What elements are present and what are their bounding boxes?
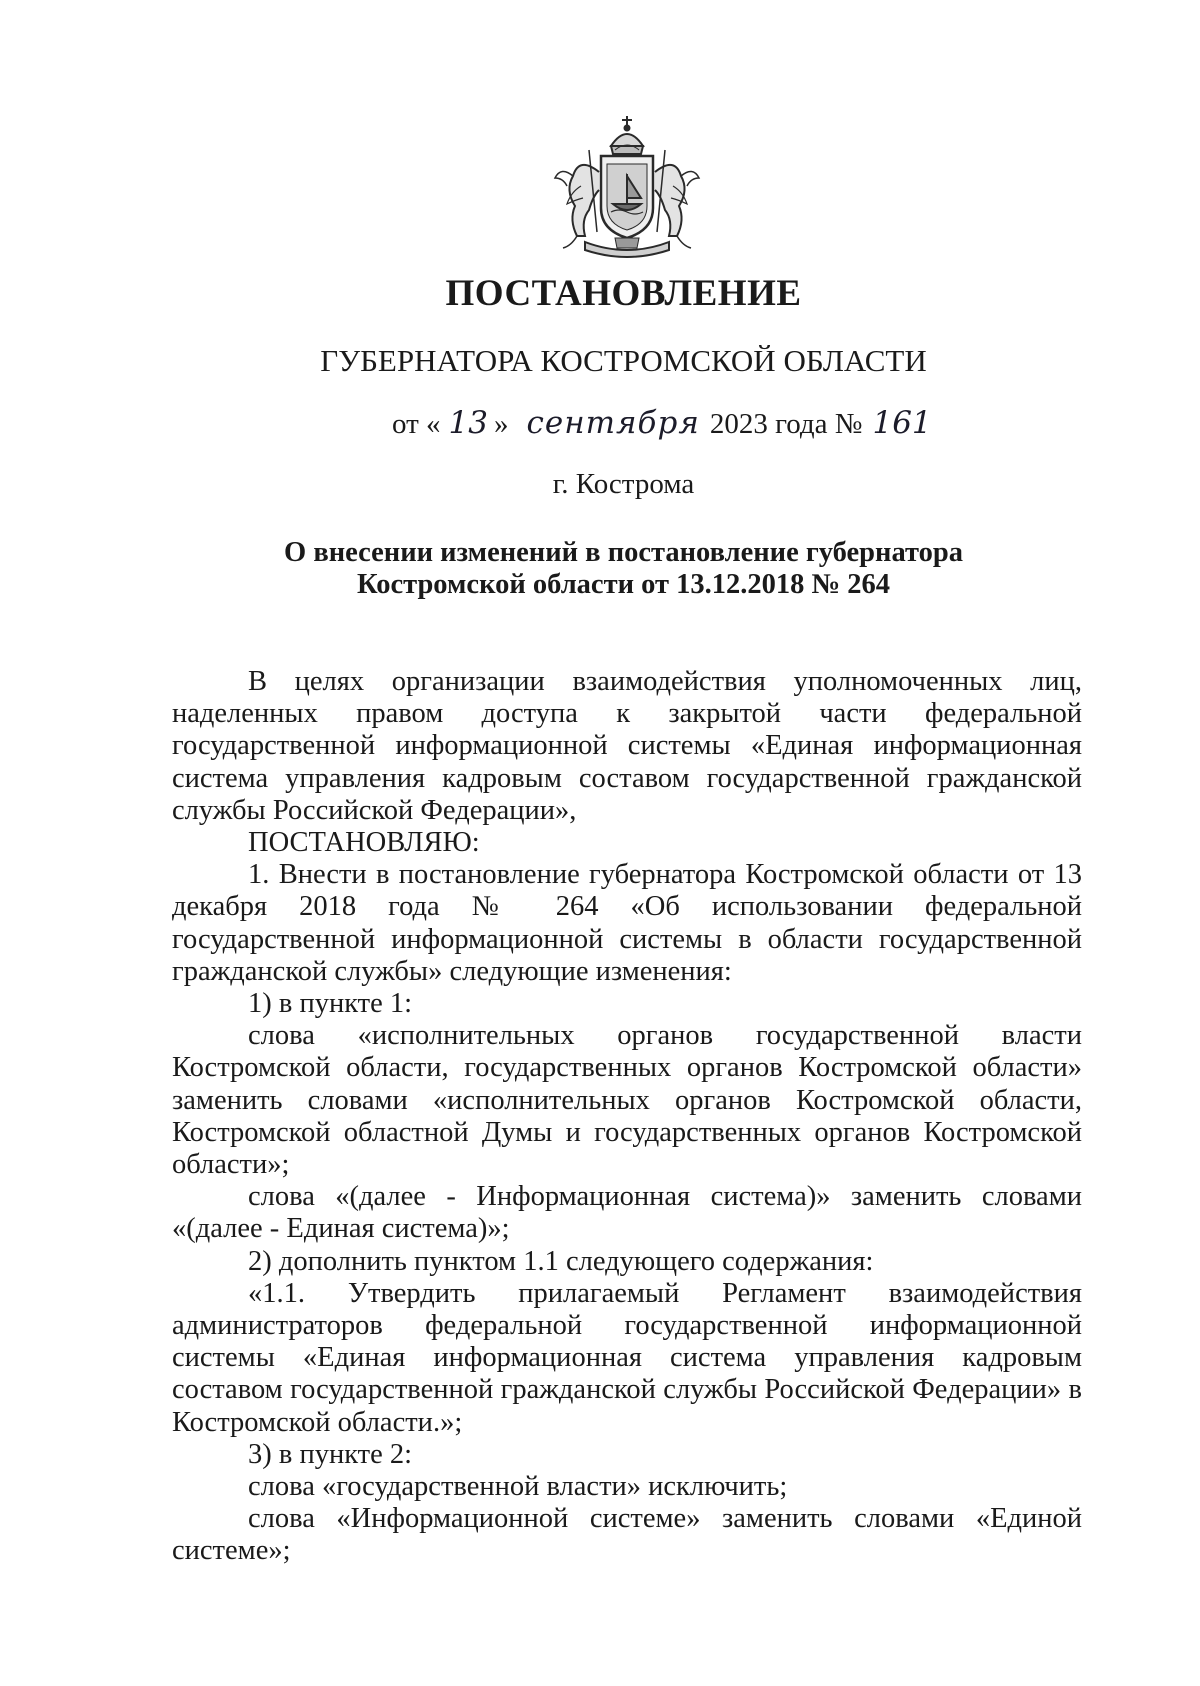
- date-day-handwritten: 13: [448, 405, 488, 441]
- document-issuer: ГУБЕРНАТОРА КОСТРОМСКОЙ ОБЛАСТИ: [320, 343, 927, 378]
- paragraph-resolve: ПОСТАНОВЛЯЮ:: [248, 827, 480, 859]
- paragraph-subitem-2-text: «1.1. Утвердить прилагаемый Регламент взаимодействия администраторов федеральной государственной информационной системы «Единая информационная система управления кадровым составом государственной гражданской службы Российской Федерации» в Костромской области.»;: [172, 1277, 1082, 1438]
- date-mid: »: [494, 408, 509, 440]
- city-line: г. Кострома: [552, 468, 695, 500]
- heading-line-2: Костромской области от 13.12.2018 № 264: [356, 569, 891, 600]
- paragraph-preamble: В целях организации взаимодействия уполномоченных лиц, наделенных правом доступа к закрытой части федеральной государственной информационной системы «Единая информационная система управления кадровым составом государственной гражданской службы Российской Федерации»,: [172, 666, 1082, 826]
- paragraph-subitem-1-words-a: слова «исполнительных органов государственной власти Костромской области, государственных органов Костромской области» заменить словами «исполнительных органов Костромской области, Костромской областной Думы и государственных органов Костромской области»;: [172, 1020, 1082, 1181]
- paragraph-subitem-1: 1) в пункте 1:: [248, 988, 413, 1020]
- paragraph-subitem-3-words-b: слова «Информационной системе» заменить словами «Единой системе»;: [172, 1503, 1082, 1567]
- coat-of-arms-icon: [545, 112, 709, 264]
- date-line: [392, 405, 932, 441]
- document-heading: [0, 537, 1200, 601]
- document-body: [172, 666, 1082, 1568]
- paragraph-subitem-3: 3) в пункте 2:: [248, 1438, 413, 1470]
- document-number-handwritten: 161: [872, 405, 932, 441]
- date-year: 2023 года №: [709, 408, 863, 440]
- paragraph-subitem-3-words-a: слова «государственной власти» исключить;: [248, 1471, 788, 1503]
- paragraph-subitem-2: 2) дополнить пунктом 1.1 следующего содержания:: [248, 1245, 874, 1277]
- paragraph-subitem-1-words-b: слова «(далее - Информационная система)» заменить словами «(далее - Единая система)»;: [172, 1181, 1082, 1245]
- paragraph-item-1: 1. Внести в постановление губернатора Костромской области от 13 декабря 2018 года № 264 «Об использовании федеральной государственной информационной системы в области государственной гражданской службы» следующие изменения:: [172, 859, 1082, 987]
- date-prefix: от «: [392, 408, 441, 440]
- document-title: ПОСТАНОВЛЕНИЕ: [445, 273, 802, 314]
- heading-line-1: О внесении изменений в постановление губернатора: [284, 537, 963, 568]
- date-month-handwritten: сентября: [526, 405, 700, 441]
